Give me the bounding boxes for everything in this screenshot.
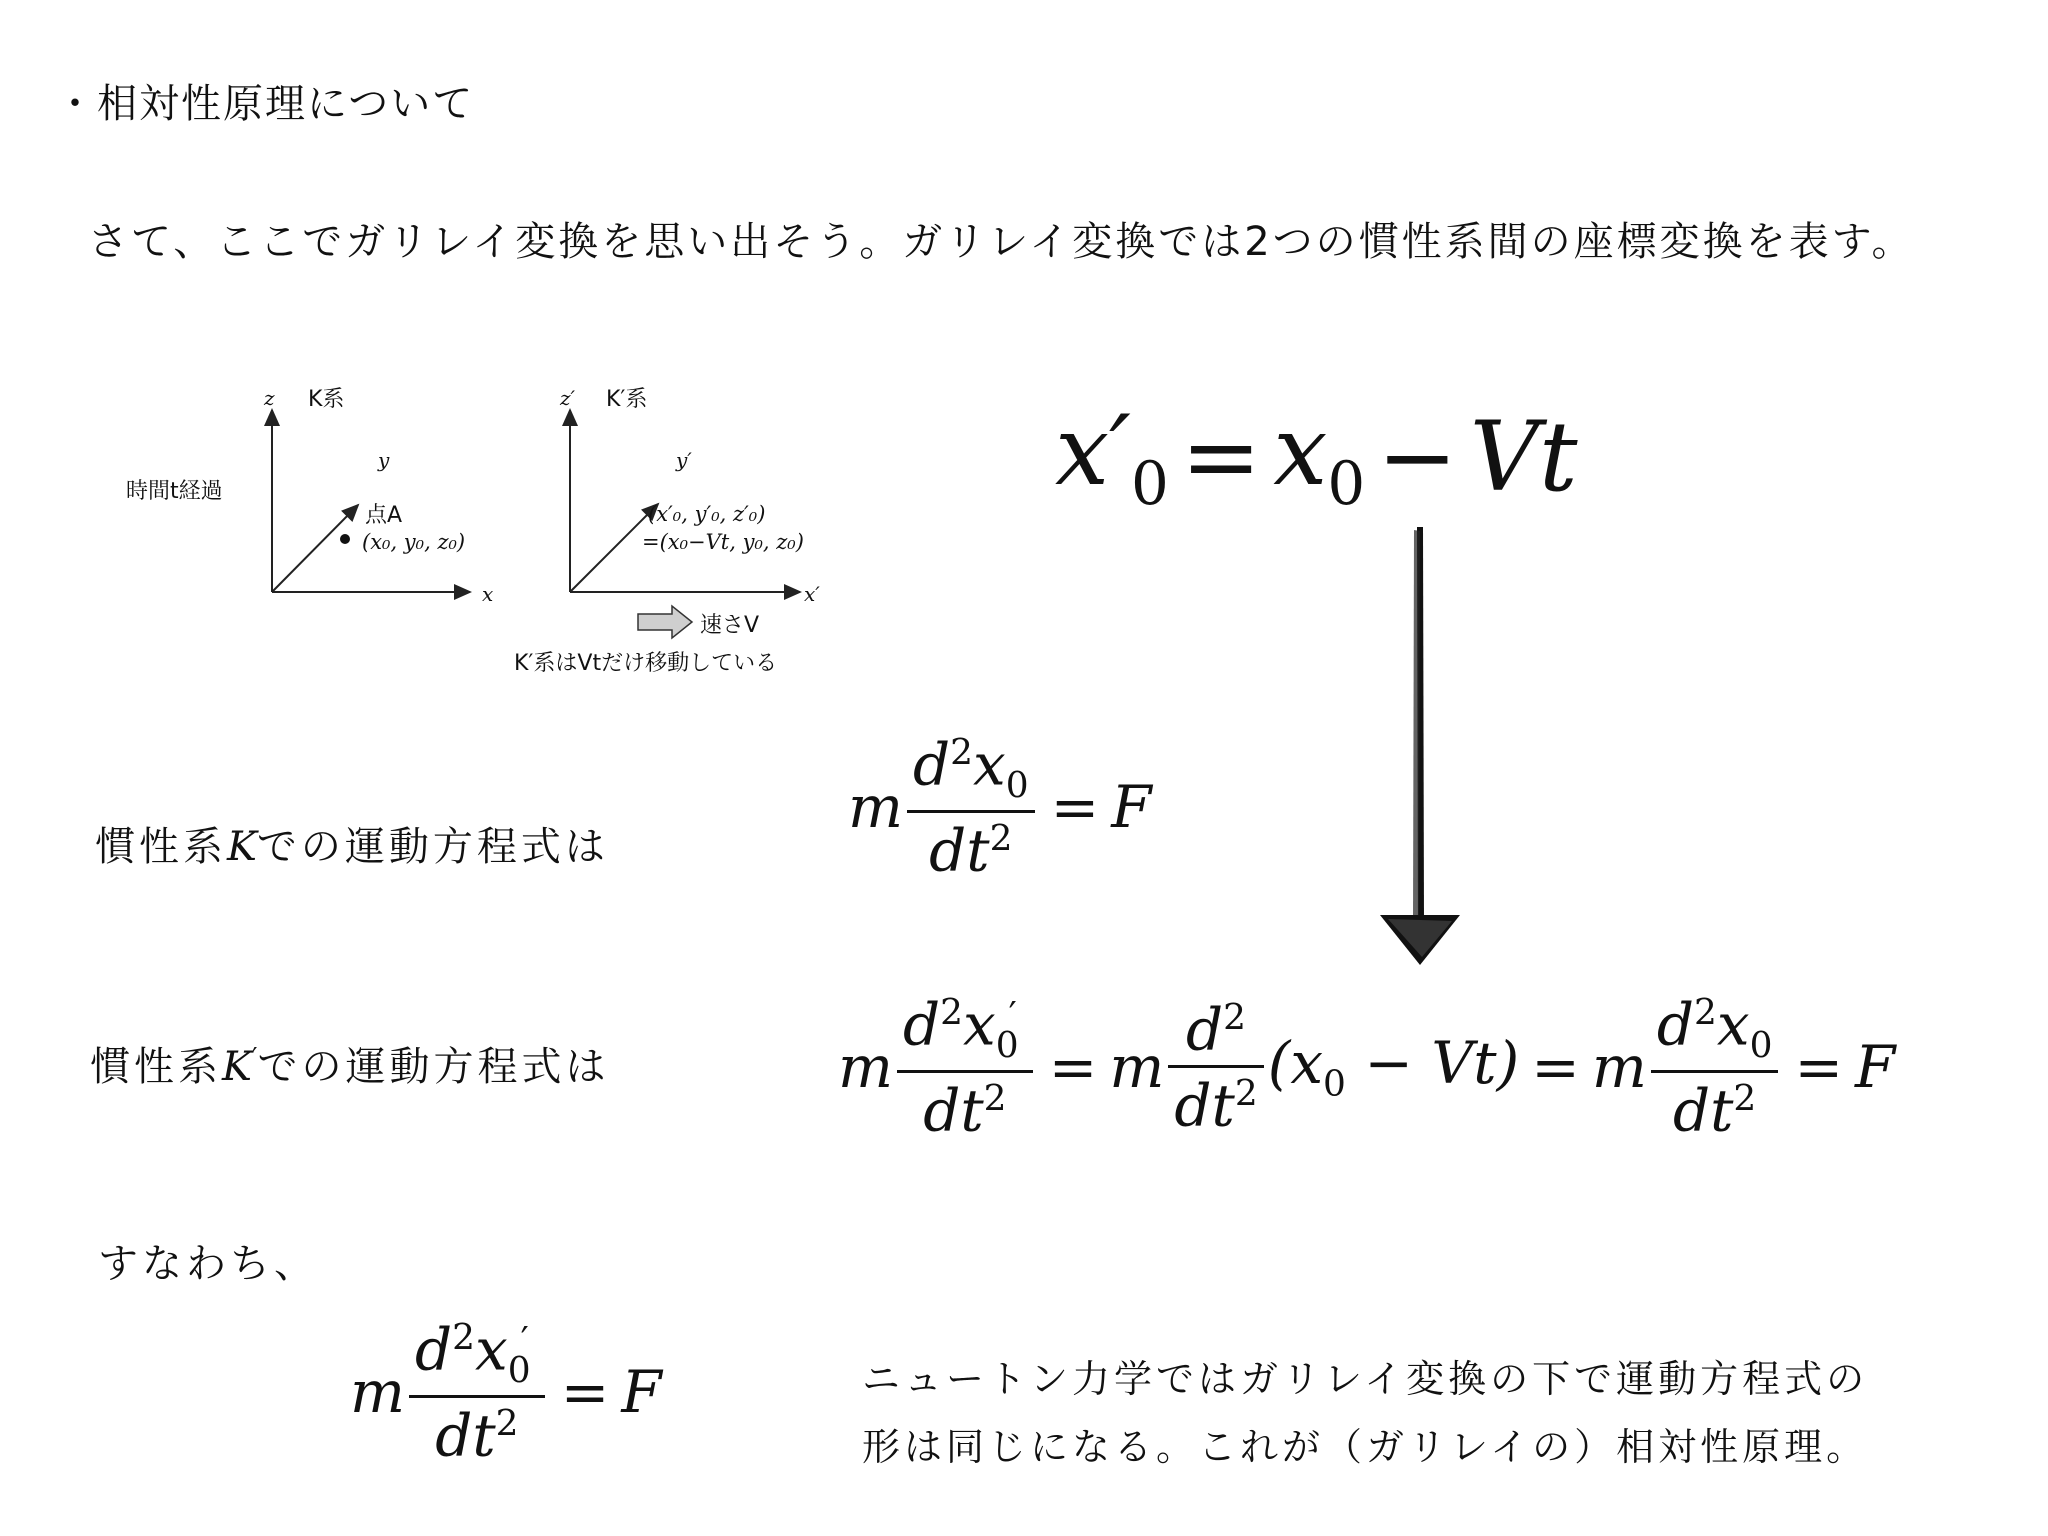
k2-point-coords-eq: =(x₀−Vt, y₀, z₀) (642, 530, 804, 554)
transform-vt: Vt (1469, 401, 1578, 514)
note-line-1: ニュートン力学ではガリレイ変換の下で運動方程式の (862, 1357, 1869, 1401)
k-y-label: y (378, 448, 390, 472)
k-z-label: z (264, 386, 275, 410)
frames-figure (110, 370, 830, 690)
k2-y-label: y′ (676, 448, 692, 472)
k2-point-coords: (x′₀, y′₀, z′₀) (648, 502, 766, 526)
eq-k2-equals-1: = (1048, 1033, 1098, 1102)
speed-label: 速さV (700, 613, 760, 638)
k2-z-label: z′ (560, 386, 576, 410)
eq-k2-m1: m (838, 1033, 893, 1102)
point-a-dot (340, 534, 350, 544)
move-caption: K′系はVtだけ移動している (514, 651, 778, 676)
point-a-label: 点A (365, 503, 403, 528)
eq-k2 (838, 990, 1896, 1145)
conclusion-lead: すなわち、 (98, 1241, 318, 1287)
galilean-transform (1055, 395, 1578, 519)
point-a-coords: (x₀, y₀, z₀) (362, 530, 466, 554)
eq-k2-fraction-3: $\frac{d^2x_0}{dt^2}$ (1651, 995, 1779, 1139)
eq-k2-m3: m (1591, 1033, 1647, 1102)
eq-final (350, 1315, 662, 1470)
k2-title: K′系 (606, 387, 648, 412)
eq-final-equals: = (560, 1358, 610, 1427)
k2-x-label: x′ (804, 582, 820, 606)
transform-rhs: $x_0$ (1273, 395, 1366, 520)
eq-k-equals: = (1050, 773, 1100, 842)
eq-final-fraction: $\frac{d^2x_{0'}}{dt^2}$ (409, 1320, 545, 1464)
transform-minus: − (1377, 401, 1458, 514)
eq-k (848, 730, 1152, 885)
eq-k-label: 慣性系Kでの運動方程式は (95, 824, 609, 870)
k-y-axis (272, 505, 358, 592)
eq-k2-label: 慣性系K′での運動方程式は (90, 1042, 610, 1090)
note-line-2: 形は同じになる。これが（ガリレイの）相対性原理。 (862, 1425, 1869, 1469)
eq-k2-m2: m (1109, 1033, 1165, 1102)
speed-arrow-icon (638, 606, 692, 638)
eq-k2-fraction-2: $\frac{d^2}{dt^2}$ (1168, 1000, 1263, 1134)
transform-lhs: $x'_0$ (1055, 395, 1169, 520)
k-x-label: x (482, 582, 494, 606)
eq-k2-rhs: F (1855, 1033, 1896, 1102)
eq-k-m: m (848, 773, 903, 842)
eq-k2-equals-3: = (1794, 1033, 1844, 1102)
eq-k2-equals-2: = (1531, 1033, 1580, 1102)
intro-text: さて、ここでガリレイ変換を思い出そう。ガリレイ変換では2つの慣性系間の座標変換を表す。 (88, 219, 1915, 265)
eq-final-rhs: F (621, 1358, 662, 1427)
eq-k2-paren: $(x_0 - Vt)$ (1267, 1029, 1520, 1105)
section-heading: ・相対性原理について (55, 81, 475, 127)
k-title: K系 (308, 387, 345, 412)
down-arrow-icon (1360, 525, 1480, 985)
eq-k-fraction: $\frac{d^2x_0}{dt^2}$ (907, 735, 1035, 879)
note-block (862, 1345, 1868, 1481)
eq-final-m: m (350, 1358, 405, 1427)
time-label: 時間t経過 (126, 479, 223, 504)
transform-equals: = (1180, 401, 1262, 514)
eq-k2-fraction-1: $\frac{d^2x_{0'}}{dt^2}$ (897, 995, 1033, 1139)
eq-k-rhs: F (1111, 773, 1152, 842)
